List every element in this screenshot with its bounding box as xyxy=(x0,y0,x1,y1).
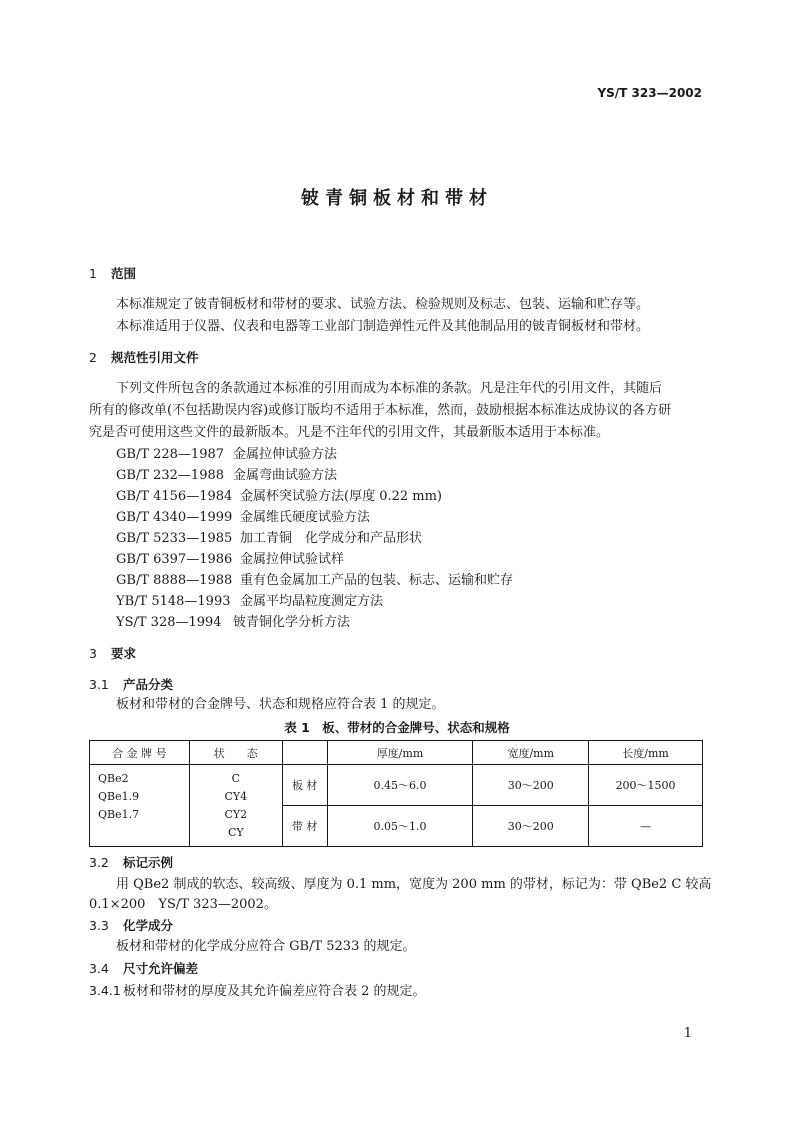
reference-title: 金属平均晶粒度测定方法 xyxy=(240,594,384,609)
reference-item xyxy=(116,468,337,484)
temper-state: CY2 xyxy=(224,807,248,821)
subsection-number: 3.2 xyxy=(89,855,109,870)
subsection-title: 产品分类 xyxy=(123,677,174,692)
table-1 xyxy=(89,740,703,847)
paragraph-line: 所有的修改单(不包括勘误内容)或修订版均不适用于本标准，然而，鼓励根据本标准达成协议的各方研 xyxy=(89,403,672,418)
section-2-heading xyxy=(89,350,199,366)
subsection-3-2-heading xyxy=(89,855,173,871)
subsection-3-3-heading xyxy=(89,918,173,934)
reference-item xyxy=(116,594,383,610)
alloy-grade: QBe2 xyxy=(98,771,129,785)
temper-state: CY4 xyxy=(224,789,248,803)
paragraph-line: 0.1×200 YS/T 323—2002。 xyxy=(89,897,277,912)
section-number: 1 xyxy=(89,266,97,281)
thickness-cell: 0.05～1.0 xyxy=(327,806,473,847)
reference-code: GB/T 5233—1985 xyxy=(116,531,233,546)
reference-title: 金属拉伸试验试样 xyxy=(240,552,345,567)
reference-title: 铍青铜化学分析方法 xyxy=(233,615,351,630)
subsection-3-1-heading xyxy=(89,677,173,693)
subsection-number: 3.1 xyxy=(89,677,109,692)
section-title: 范围 xyxy=(111,266,137,281)
product-type-cell: 板 材 xyxy=(282,765,327,806)
table-header-cell xyxy=(282,741,327,765)
reference-title: 金属维氏硬度试验方法 xyxy=(240,510,371,525)
paragraph-line: 究是否可使用这些文件的最新版本。凡是不注年代的引用文件，其最新版本适用于本标准。 xyxy=(89,425,610,440)
reference-title: 金属拉伸试验方法 xyxy=(233,447,338,462)
reference-code: YB/T 5148—1993 xyxy=(116,594,231,609)
reference-item xyxy=(116,573,513,589)
reference-code: GB/T 8888—1988 xyxy=(116,573,233,588)
reference-code: GB/T 232—1988 xyxy=(116,468,225,483)
clause-text: 板材和带材的厚度及其允许偏差应符合表 2 的规定。 xyxy=(123,984,426,999)
table-header-cell: 状 态 xyxy=(189,741,282,765)
reference-code: GB/T 4156—1984 xyxy=(116,489,233,504)
paragraph-line: 下列文件所包含的条款通过本标准的引用而成为本标准的条款。凡是注年代的引用文件，其随后 xyxy=(116,381,663,396)
subsection-number: 3.4 xyxy=(89,961,109,976)
section-number: 3 xyxy=(89,646,97,661)
section-number: 2 xyxy=(89,350,97,365)
length-cell: — xyxy=(589,806,703,847)
section-1-heading xyxy=(89,266,136,282)
alloy-grade: QBe1.9 xyxy=(98,789,140,803)
temper-state: C xyxy=(231,771,240,785)
thickness-cell: 0.45～6.0 xyxy=(327,765,473,806)
reference-code: GB/T 228—1987 xyxy=(116,447,225,462)
clause-number: 3.4.1 xyxy=(89,983,121,998)
table-header-cell: 合 金 牌 号 xyxy=(90,741,190,765)
alloy-grade: QBe1.7 xyxy=(98,807,140,821)
product-type-cell: 带 材 xyxy=(282,806,327,847)
length-cell: 200～1500 xyxy=(589,765,703,806)
section-3-heading xyxy=(89,646,136,662)
paragraph-line: 用 QBe2 制成的软态、较高级、厚度为 0.1 mm，宽度为 200 mm 的带材，标记为：带 QBe2 C 较高 xyxy=(116,877,712,892)
reference-title: 重有色金属加工产品的包装、标志、运输和贮存 xyxy=(240,573,514,588)
paragraph: 本标准适用于仪器、仪表和电器等工业部门制造弹性元件及其他制品用的铍青铜板材和带材。 xyxy=(116,319,650,334)
reference-title: 金属杯突试验方法(厚度 0.22 mm) xyxy=(240,489,443,504)
width-cell: 30～200 xyxy=(473,765,589,806)
reference-code: YS/T 328—1994 xyxy=(116,615,222,630)
page-number: 1 xyxy=(683,1026,692,1041)
reference-code: GB/T 6397—1986 xyxy=(116,552,233,567)
reference-code: GB/T 4340—1999 xyxy=(116,510,233,525)
subsection-title: 尺寸允许偏差 xyxy=(123,961,199,976)
subsection-3-4-heading xyxy=(89,961,198,977)
reference-item xyxy=(116,510,370,526)
table-header-cell: 宽度/mm xyxy=(473,741,589,765)
reference-item xyxy=(116,489,442,505)
paragraph: 板材和带材的化学成分应符合 GB/T 5233 的规定。 xyxy=(116,939,416,954)
table-header-cell: 长度/mm xyxy=(589,741,703,765)
paragraph: 板材和带材的合金牌号、状态和规格应符合表 1 的规定。 xyxy=(116,697,445,712)
standard-code: YS/T 323—2002 xyxy=(597,86,702,100)
reference-item xyxy=(116,531,422,547)
document-title: 铍青铜板材和带材 xyxy=(301,188,493,209)
reference-title: 金属弯曲试验方法 xyxy=(233,468,338,483)
width-cell: 30～200 xyxy=(473,806,589,847)
subsection-title: 化学成分 xyxy=(123,918,174,933)
temper-state: CY xyxy=(227,825,244,839)
alloy-cell xyxy=(90,765,190,847)
section-title: 要求 xyxy=(111,646,137,661)
table-1-caption: 表 1 板、带材的合金牌号、状态和规格 xyxy=(284,720,510,735)
table-header-row xyxy=(90,741,703,765)
reference-item xyxy=(116,552,344,568)
section-title: 规范性引用文件 xyxy=(111,350,199,365)
reference-item xyxy=(116,447,337,463)
subsection-title: 标记示例 xyxy=(123,855,174,870)
state-cell xyxy=(189,765,282,847)
reference-item xyxy=(116,615,350,631)
reference-title: 加工青铜 化学成分和产品形状 xyxy=(240,531,423,546)
clause-3-4-1 xyxy=(89,983,426,1000)
paragraph: 本标准规定了铍青铜板材和带材的要求、试验方法、检验规则及标志、包装、运输和贮存等。 xyxy=(116,297,650,312)
table-row xyxy=(90,765,703,806)
subsection-number: 3.3 xyxy=(89,918,109,933)
table-header-cell: 厚度/mm xyxy=(327,741,473,765)
